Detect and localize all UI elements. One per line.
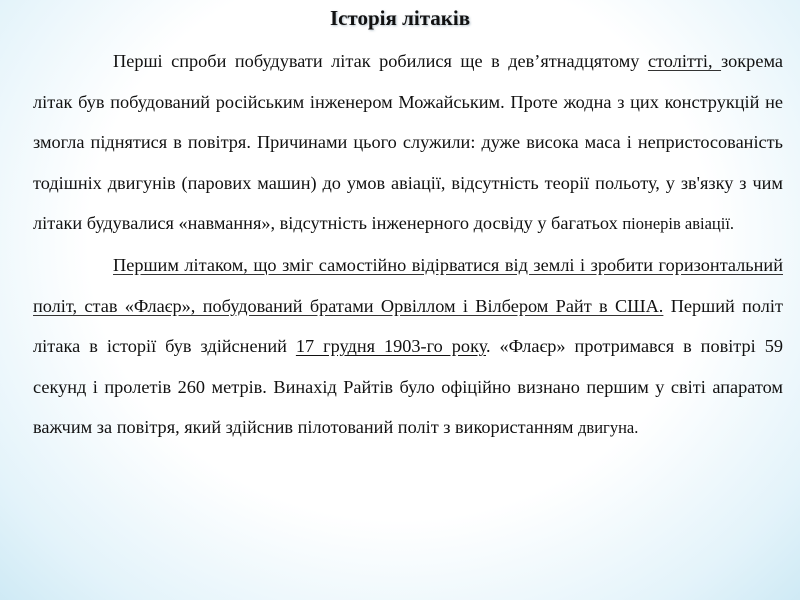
- paragraph-second-text-1: Перший політ літака в історії був здійснений: [33, 295, 783, 357]
- paragraph-second-text-2: . «Флаєр» протримався в повітрі 59 секунд і пролетів 260 метрів. Винахід Райтів було офіційно визнано першим у світі апаратом важчим за повітря, який здійснив пілотований політ з використанням: [33, 336, 783, 438]
- date-link[interactable]: 17 грудня 1903-го року: [295, 336, 486, 357]
- paragraph-first-text-2: зокрема літак був побудований російським інженером Можайським. Проте жодна з цих конструкцій не змогла піднятися в повітря. Причинами цього служили: дуже висока маса і непристосованість тодішніх двигунів (парових машин) до умов авіації, відсутність теорії польоту, у зв'язку з чим літаки будувалися «навмання», відсутність інженерного досвіду у багатьох: [33, 51, 783, 234]
- paragraph-second: [33, 245, 783, 449]
- paragraph-first: [33, 41, 783, 245]
- paragraph-second-underlined: Першим літаком, що зміг самостійно відірватися від землі і зробити горизонтальний політ, став «Флаєр», побудований братами Орвіллом і Вілбером Райт в США.: [33, 254, 783, 316]
- slide-body: [33, 41, 783, 449]
- paragraph-first-ending: піонерів авіації.: [622, 214, 735, 234]
- paragraph-first-text-1: Перші спроби побудувати літак робилися ще в дев’ятнадцятому: [113, 51, 648, 71]
- paragraph-first-underlined: столітті,: [647, 51, 722, 71]
- slide-title: Історія літаків: [329, 6, 471, 30]
- paragraph-second-ending: двигуна.: [578, 418, 639, 438]
